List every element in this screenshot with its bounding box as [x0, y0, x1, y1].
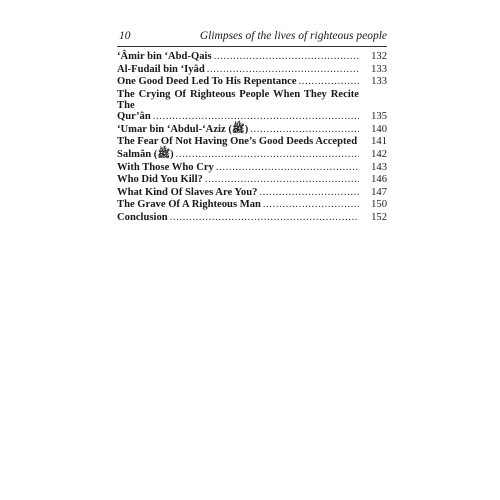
toc-entry-title: One Good Deed Led To His Repentance	[117, 76, 297, 88]
toc-entry-title: Conclusion	[117, 211, 168, 223]
toc-entry-page: 146	[371, 174, 387, 186]
toc-entry-title: Who Did You Kill?	[117, 174, 203, 186]
toc-entry-title-line1: The Crying Of Righteous People When They Recite The	[117, 88, 359, 111]
toc-entry-title-line2: Qur’ân	[117, 111, 151, 123]
toc-entry	[117, 187, 387, 198]
dot-leader	[170, 212, 359, 223]
toc-entry	[117, 162, 387, 173]
dot-leader	[259, 187, 359, 198]
dot-leader	[214, 51, 359, 62]
dot-leader	[250, 124, 359, 135]
dot-leader	[176, 149, 359, 160]
toc-entry-title: What Kind Of Slaves Are You?	[117, 186, 258, 198]
toc-entry	[117, 124, 387, 135]
toc-entry-page: 141	[371, 136, 387, 148]
dot-leader	[216, 162, 359, 173]
dot-leader	[299, 76, 359, 87]
toc-entry-page: 142	[371, 148, 387, 160]
toc-entry	[117, 199, 387, 210]
toc-entry	[117, 212, 387, 223]
toc-entry-page: 147	[371, 186, 387, 198]
toc-entry-page: 150	[371, 199, 387, 211]
toc-entry-page: 140	[371, 123, 387, 135]
toc-entry-page: 135	[371, 111, 387, 123]
toc-entry	[117, 64, 387, 75]
toc-entry-title: With Those Who Cry	[117, 161, 214, 173]
page-header	[117, 28, 387, 44]
toc-entry-page: 143	[371, 161, 387, 173]
table-of-contents	[117, 51, 387, 225]
toc-entry	[117, 51, 387, 62]
toc-entry	[117, 149, 387, 160]
toc-entry-page: 132	[371, 51, 387, 62]
toc-entry-page: 133	[371, 63, 387, 75]
toc-entry-page: 152	[371, 211, 387, 223]
toc-entry-title: Salmân (ﷺ)	[117, 148, 174, 160]
toc-entry-title: Al-Fudail bin ‘Iyâd	[117, 63, 205, 75]
toc-entry-title: The Fear Of Not Having One’s Good Deeds Accepted	[117, 136, 358, 148]
dot-leader	[207, 64, 359, 75]
toc-entry	[117, 76, 387, 87]
toc-entry	[117, 89, 387, 123]
toc-entry	[117, 174, 387, 185]
dot-leader	[153, 111, 359, 122]
page-number: 10	[119, 30, 131, 42]
header-rule	[117, 46, 387, 47]
toc-entry-page: 133	[371, 76, 387, 88]
dot-leader	[205, 174, 359, 185]
toc-entry-title: The Grave Of A Righteous Man	[117, 199, 261, 211]
toc-entry-title: ‘Âmir bin ‘Abd-Qais	[117, 51, 212, 62]
toc-entry-title: ‘Umar bin ‘Abdul-‘Aziz (ﷺ)	[117, 123, 249, 135]
dot-leader	[263, 199, 359, 210]
toc-entry	[117, 136, 387, 147]
running-title: Glimpses of the lives of righteous people	[199, 30, 387, 42]
